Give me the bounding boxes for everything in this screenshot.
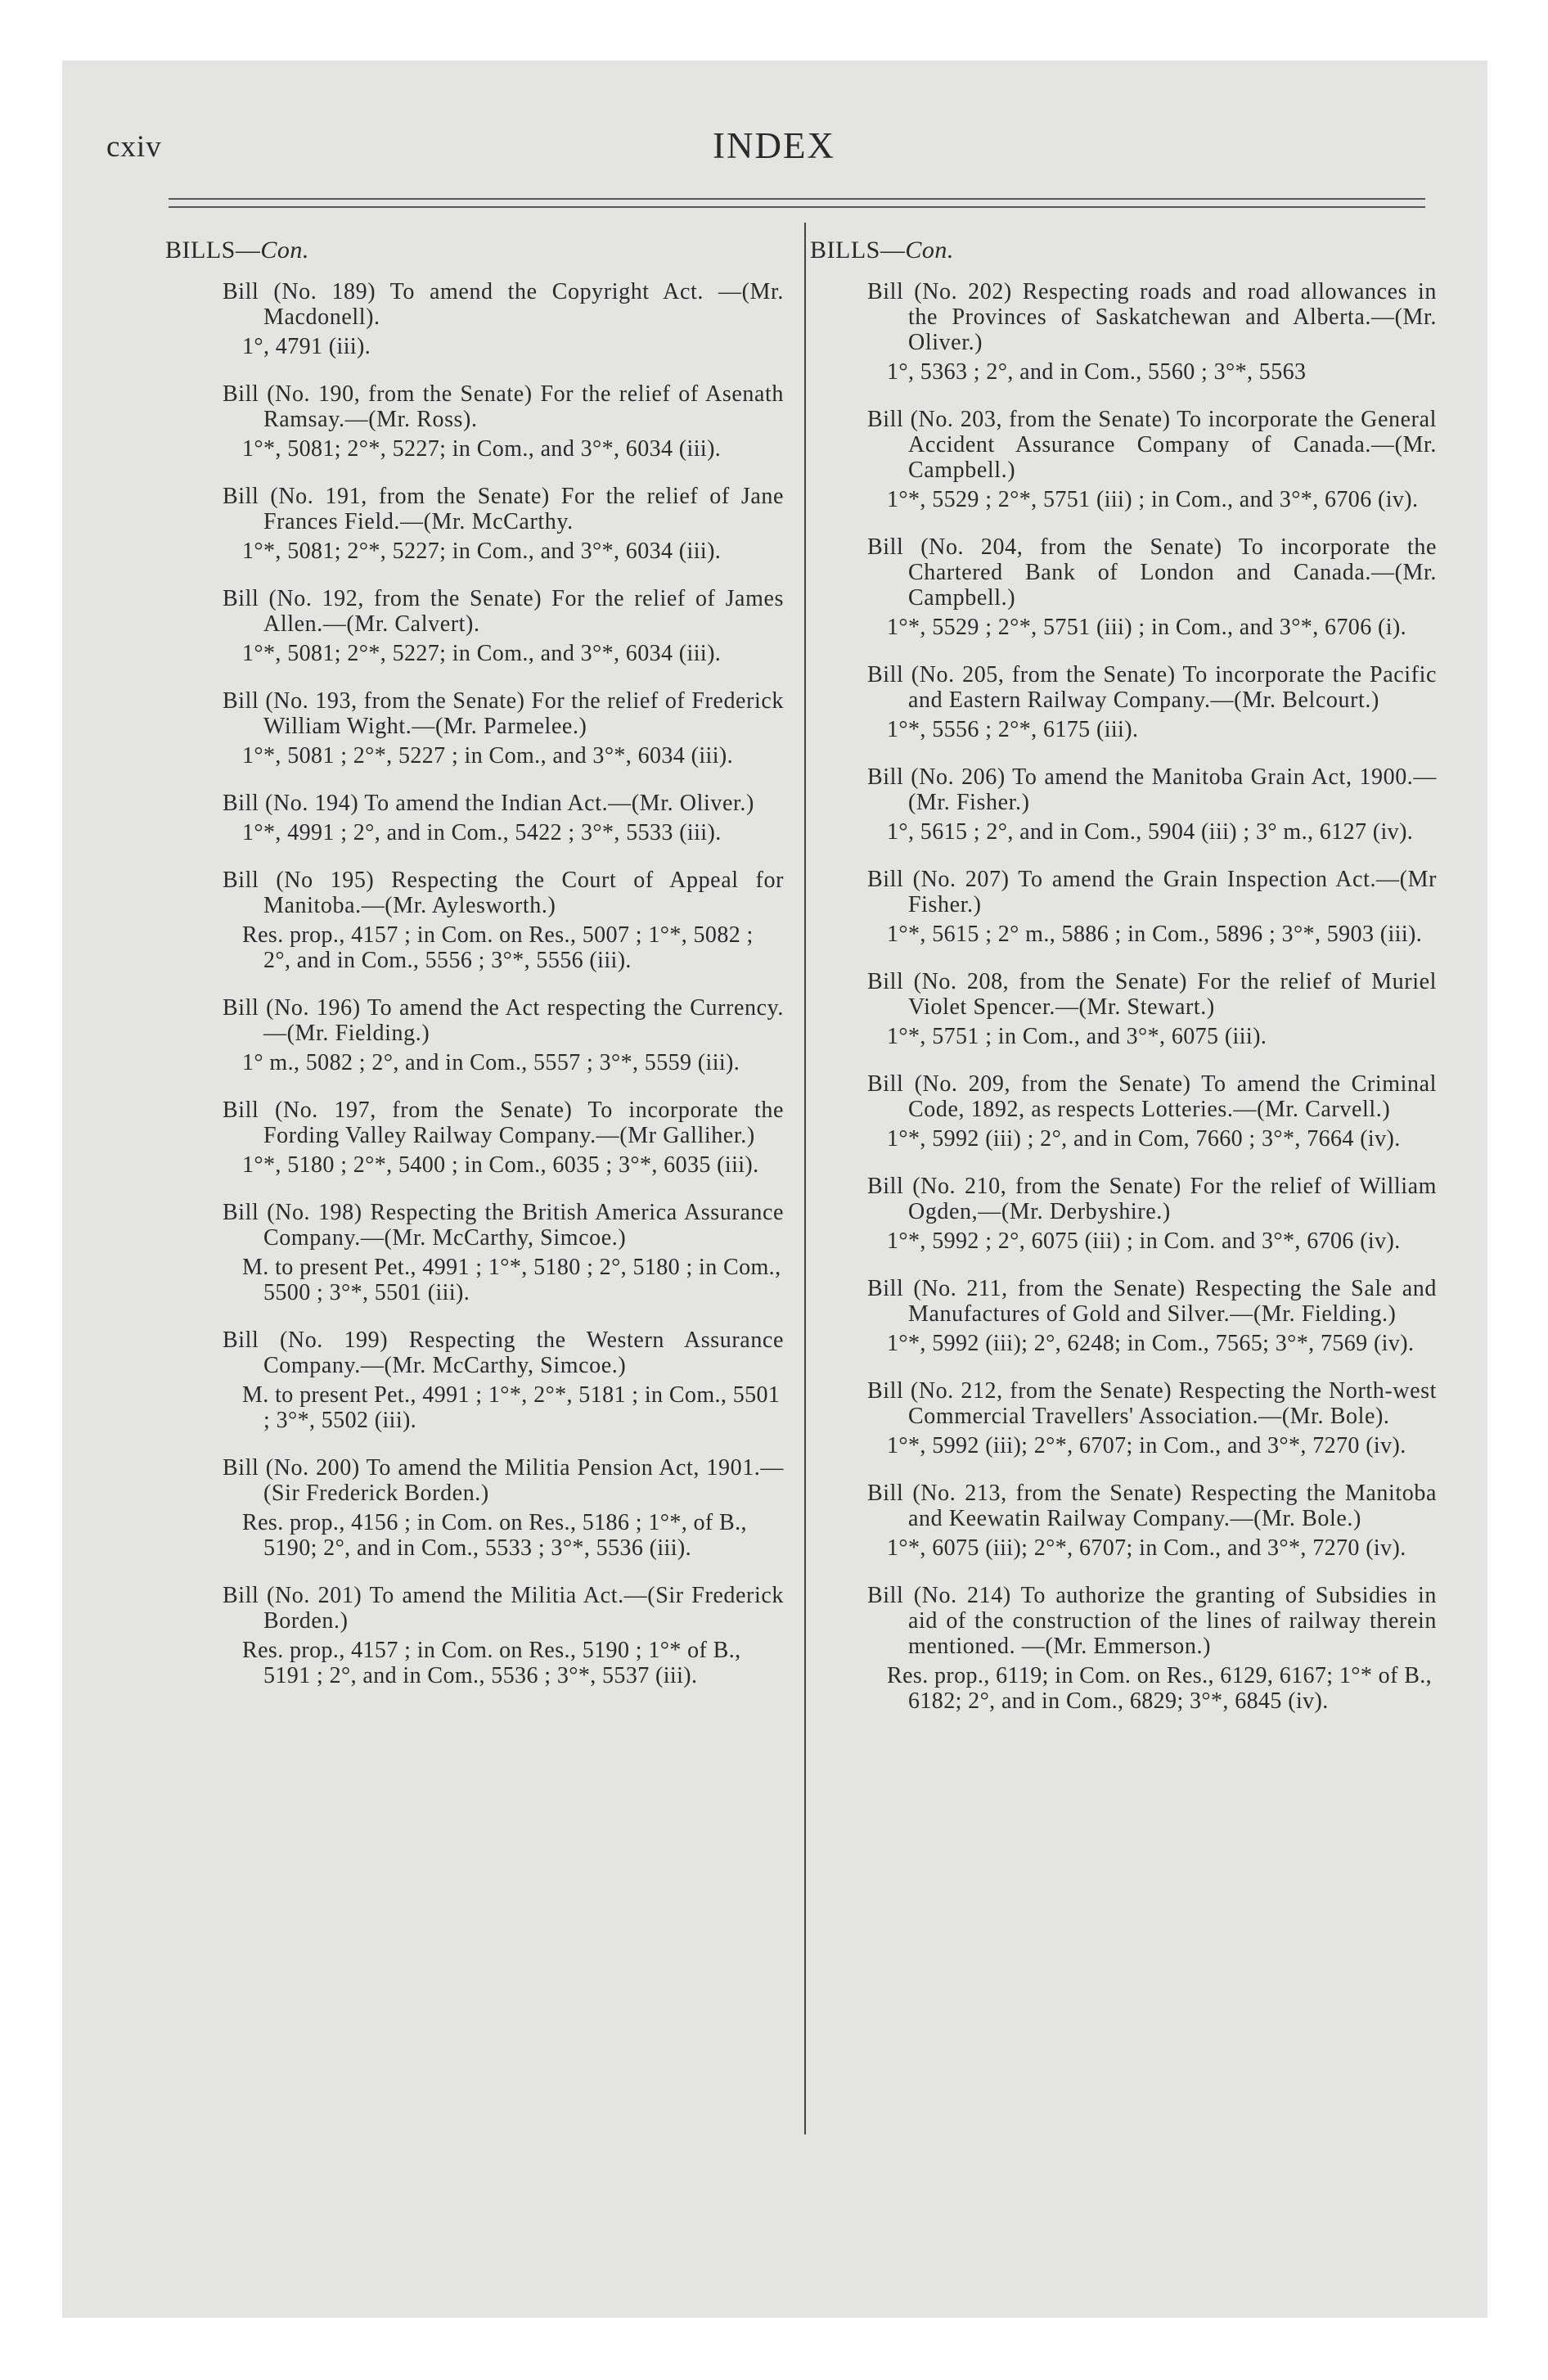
- entry-reference: 1° m., 5082 ; 2°, and in Com., 5557 ; 3°*, 5559 (iii).: [242, 1050, 740, 1075]
- entry-reference: 1°*, 5081; 2°*, 5227; in Com., and 3°*, 6034 (iii).: [242, 539, 722, 564]
- entry-reference: Res. prop., 4156 ; in Com. on Res., 5186 ; 1°*, of B., 5190; 2°, and in Com., 5533 ; 3°*, 5536 (iii).: [242, 1510, 747, 1561]
- entry-title: Bill (No. 205, from the Senate) To incorporate the Pacific and Eastern Railway Company.—(Mr. Belcourt.): [867, 662, 1437, 713]
- entry-title: Bill (No. 196) To amend the Act respecting the Currency.—(Mr. Fielding.): [223, 995, 784, 1046]
- index-entry: [810, 1174, 1437, 1254]
- entry-reference: 1°, 4791 (iii).: [242, 334, 371, 359]
- index-entry: [165, 1098, 784, 1178]
- column-divider: [804, 223, 806, 2134]
- section-heading: [165, 237, 784, 263]
- entry-title: Bill (No. 191, from the Senate) For the relief of Jane Frances Field.—(Mr. McCarthy.: [223, 484, 784, 534]
- entry-title: Bill (No. 206) To amend the Manitoba Grain Act, 1900.—(Mr. Fisher.): [867, 764, 1437, 815]
- index-entry: [810, 764, 1437, 845]
- index-entry: [810, 1378, 1437, 1458]
- index-entry: [165, 586, 784, 666]
- index-entry: [810, 662, 1437, 742]
- entry-reference: 1°*, 5992 (iii); 2°, 6248; in Com., 7565; 3°*, 7569 (iv).: [887, 1331, 1415, 1356]
- index-entry: [165, 995, 784, 1075]
- page-number: cxiv: [106, 130, 162, 164]
- left-column: [165, 237, 784, 1711]
- index-entry: [165, 868, 784, 973]
- entry-title: Bill (No. 197, from the Senate) To incorporate the Fording Valley Railway Company.—(Mr Galliher.): [223, 1098, 784, 1148]
- index-entry: [810, 969, 1437, 1049]
- entry-title: Bill (No 195) Respecting the Court of Appeal for Manitoba.—(Mr. Aylesworth.): [223, 868, 784, 918]
- index-entry: [810, 1583, 1437, 1714]
- entry-reference: 1°*, 5556 ; 2°*, 6175 (iii).: [887, 717, 1139, 742]
- index-entry: [165, 484, 784, 564]
- entry-reference: 1°*, 5081; 2°*, 5227; in Com., and 3°*, 6034 (iii).: [242, 436, 722, 462]
- entry-title: Bill (No. 211, from the Senate) Respecting the Sale and Manufactures of Gold and Silver.—(Mr. Fielding.): [867, 1276, 1437, 1327]
- entry-reference: M. to present Pet., 4991 ; 1°*, 2°*, 5181 ; in Com., 5501 ; 3°*, 5502 (iii).: [242, 1382, 781, 1433]
- index-entry: [810, 1481, 1437, 1561]
- entry-title: Bill (No. 210, from the Senate) For the relief of William Ogden,—(Mr. Derbyshire.): [867, 1174, 1437, 1224]
- index-entry: [165, 1455, 784, 1561]
- entry-title: Bill (No. 201) To amend the Militia Act.—(Sir Frederick Borden.): [223, 1583, 784, 1634]
- section-continued: Con.: [905, 237, 954, 264]
- entry-reference: 1°*, 5081; 2°*, 5227; in Com., and 3°*, 6034 (iii).: [242, 641, 722, 666]
- section-label: BILLS—: [810, 237, 906, 264]
- right-column: [810, 237, 1437, 1736]
- entry-reference: 1°*, 5529 ; 2°*, 5751 (iii) ; in Com., and 3°*, 6706 (i).: [887, 615, 1407, 640]
- entry-reference: 1°, 5363 ; 2°, and in Com., 5560 ; 3°*, 5563: [887, 359, 1307, 385]
- entry-reference: 1°, 5615 ; 2°, and in Com., 5904 (iii) ; 3° m., 6127 (iv).: [887, 819, 1414, 845]
- index-entry: [165, 791, 784, 845]
- entry-title: Bill (No. 199) Respecting the Western Assurance Company.—(Mr. McCarthy, Simcoe.): [223, 1327, 784, 1378]
- index-entry: [810, 279, 1437, 385]
- entry-title: Bill (No. 207) To amend the Grain Inspection Act.—(Mr Fisher.): [867, 867, 1437, 917]
- index-entry: [165, 688, 784, 769]
- entry-reference: 1°*, 6075 (iii); 2°*, 6707; in Com., and 3°*, 7270 (iv).: [887, 1535, 1406, 1561]
- index-entry: [810, 407, 1437, 512]
- page-title: INDEX: [713, 125, 835, 166]
- entry-title: Bill (No. 203, from the Senate) To incorporate the General Accident Assurance Company of Canada.—(Mr. Campbell.): [867, 407, 1437, 483]
- entry-reference: 1°*, 5180 ; 2°*, 5400 ; in Com., 6035 ; 3°*, 6035 (iii).: [242, 1152, 759, 1178]
- entry-reference: 1°*, 5751 ; in Com., and 3°*, 6075 (iii).: [887, 1024, 1267, 1049]
- entry-title: Bill (No. 194) To amend the Indian Act.—(Mr. Oliver.): [223, 791, 754, 816]
- index-entry: [165, 279, 784, 359]
- entry-title: Bill (No. 193, from the Senate) For the relief of Frederick William Wight.—(Mr. Parmelee.): [223, 688, 784, 739]
- entry-title: Bill (No. 189) To amend the Copyright Act. —(Mr. Macdonell).: [223, 279, 784, 330]
- index-entry: [165, 1200, 784, 1305]
- index-entry: [810, 534, 1437, 640]
- entry-reference: Res. prop., 4157 ; in Com. on Res., 5007 ; 1°*, 5082 ; 2°, and in Com., 5556 ; 3°*, 5556 (iii).: [242, 922, 754, 973]
- entry-title: Bill (No. 200) To amend the Militia Pension Act, 1901.—(Sir Frederick Borden.): [223, 1455, 784, 1506]
- section-label: BILLS—: [165, 237, 261, 264]
- entry-title: Bill (No. 198) Respecting the British America Assurance Company.—(Mr. McCarthy, Simcoe.): [223, 1200, 784, 1251]
- entry-title: Bill (No. 190, from the Senate) For the relief of Asenath Ramsay.—(Mr. Ross).: [223, 381, 784, 432]
- entry-reference: 1°*, 5529 ; 2°*, 5751 (iii) ; in Com., and 3°*, 6706 (iv).: [887, 487, 1419, 512]
- index-entry: [810, 867, 1437, 947]
- entry-title: Bill (No. 202) Respecting roads and road allowances in the Provinces of Saskatchewan and Alberta.—(Mr. Oliver.): [867, 279, 1437, 355]
- entry-title: Bill (No. 214) To authorize the granting of Subsidies in aid of the construction of the lines of railway therein mentioned. —(Mr. Emmerson.): [867, 1583, 1437, 1659]
- entry-reference: 1°*, 5992 (iii); 2°*, 6707; in Com., and 3°*, 7270 (iv).: [887, 1433, 1406, 1458]
- entry-reference: 1°*, 5992 ; 2°, 6075 (iii) ; in Com. and 3°*, 6706 (iv).: [887, 1228, 1401, 1254]
- index-entry: [165, 1327, 784, 1433]
- entry-title: Bill (No. 213, from the Senate) Respecting the Manitoba and Keewatin Railway Company.—(Mr. Bole.): [867, 1481, 1437, 1531]
- entry-reference: 1°*, 5615 ; 2° m., 5886 ; in Com., 5896 ; 3°*, 5903 (iii).: [887, 922, 1423, 947]
- entry-reference: 1°*, 5992 (iii) ; 2°, and in Com, 7660 ; 3°*, 7664 (iv).: [887, 1126, 1401, 1152]
- entry-title: Bill (No. 208, from the Senate) For the relief of Muriel Violet Spencer.—(Mr. Stewart.): [867, 969, 1437, 1020]
- entry-reference: 1°*, 4991 ; 2°, and in Com., 5422 ; 3°*, 5533 (iii).: [242, 820, 722, 845]
- entry-title: Bill (No. 192, from the Senate) For the relief of James Allen.—(Mr. Calvert).: [223, 586, 784, 637]
- section-continued: Con.: [260, 237, 309, 264]
- header-rule-top: [169, 198, 1425, 200]
- entry-title: Bill (No. 212, from the Senate) Respecting the North-west Commercial Travellers' Association.—(Mr. Bole).: [867, 1378, 1437, 1429]
- entry-reference: Res. prop., 4157 ; in Com. on Res., 5190 ; 1°* of B., 5191 ; 2°, and in Com., 5536 ; 3°*, 5537 (iii).: [242, 1638, 741, 1688]
- entry-title: Bill (No. 209, from the Senate) To amend the Criminal Code, 1892, as respects Lotteries.—(Mr. Carvell.): [867, 1071, 1437, 1122]
- index-entry: [165, 381, 784, 462]
- header-rule-bottom: [169, 206, 1425, 208]
- entry-title: Bill (No. 204, from the Senate) To incorporate the Chartered Bank of London and Canada.—(Mr. Campbell.): [867, 534, 1437, 611]
- index-entry: [810, 1276, 1437, 1356]
- index-entry: [810, 1071, 1437, 1152]
- entry-reference: Res. prop., 6119; in Com. on Res., 6129, 6167; 1°* of B., 6182; 2°, and in Com., 6829; 3°*, 6845 (iv).: [887, 1663, 1433, 1714]
- entry-reference: 1°*, 5081 ; 2°*, 5227 ; in Com., and 3°*, 6034 (iii).: [242, 743, 733, 769]
- section-heading: [810, 237, 1437, 263]
- index-entry: [165, 1583, 784, 1688]
- entry-reference: M. to present Pet., 4991 ; 1°*, 5180 ; 2°, 5180 ; in Com., 5500 ; 3°*, 5501 (iii).: [242, 1255, 781, 1305]
